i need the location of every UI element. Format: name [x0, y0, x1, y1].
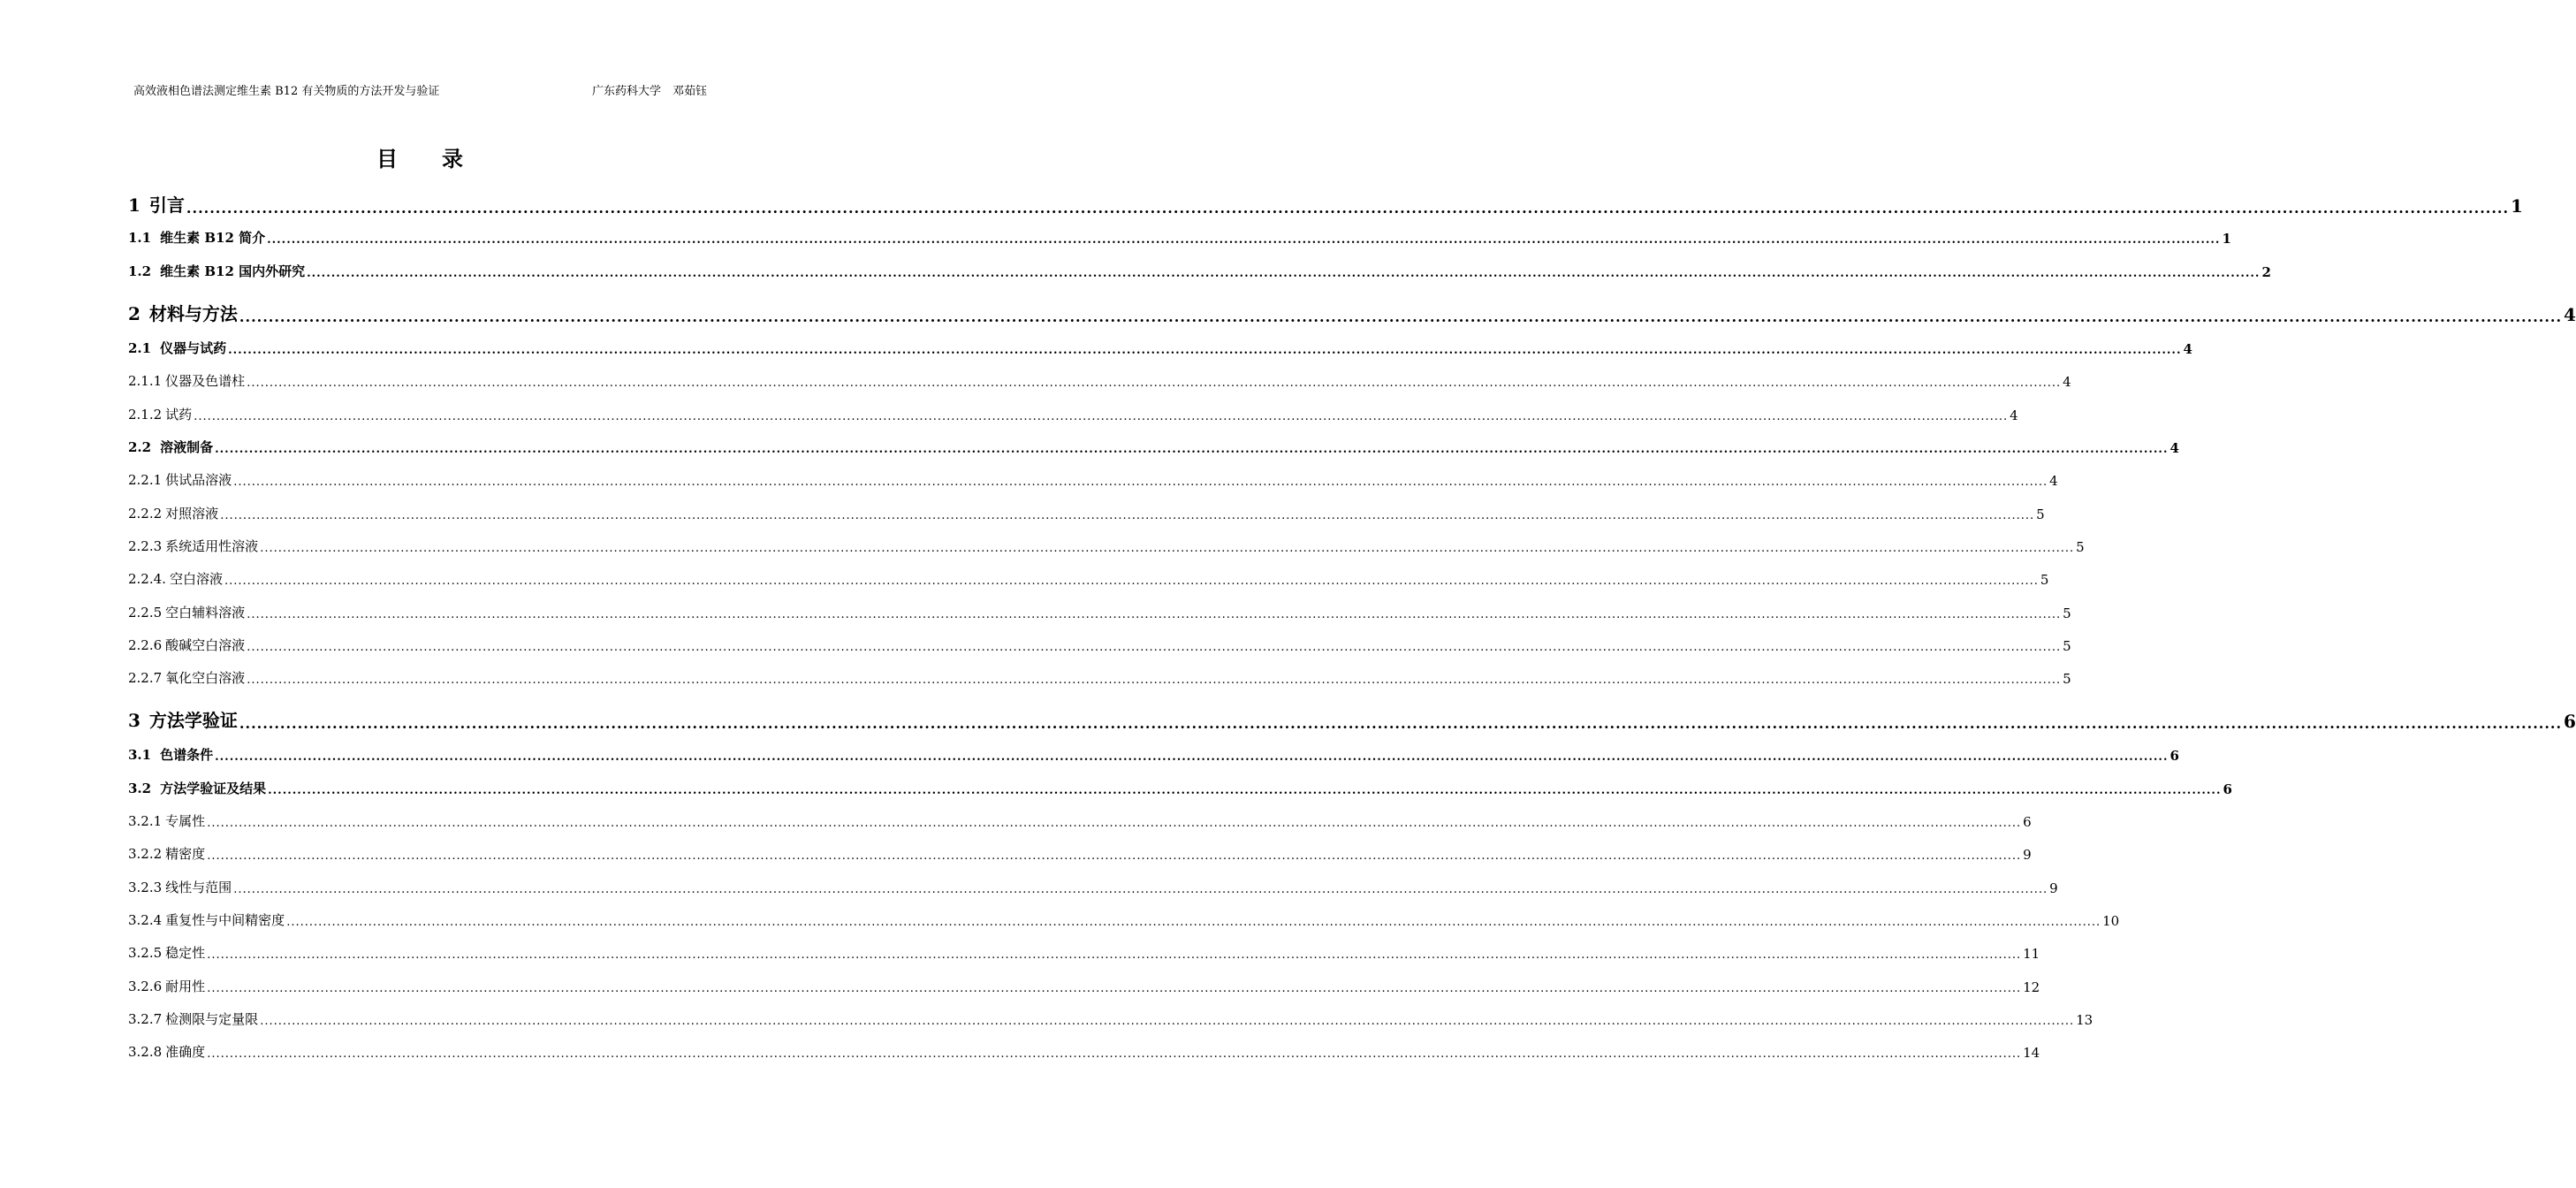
- header-thesis-title: 高效液相色谱法测定维生素 B12 有关物质的方法开发与验证: [133, 85, 440, 98]
- toc-entry[interactable]: [128, 569, 2049, 588]
- toc-entry-number: 2.2: [128, 439, 152, 455]
- toc-entry[interactable]: [128, 844, 2032, 863]
- toc-entry-label: [128, 504, 218, 522]
- toc-entry-number: 2.1.2: [128, 407, 163, 423]
- toc-leader-dots: ................................................................................................................................................................................................................................................................................................................................................................................................................: [194, 410, 2009, 423]
- toc-page-number: 11: [2023, 946, 2040, 962]
- toc-entry[interactable]: [128, 603, 2071, 621]
- toc-entry[interactable]: [128, 537, 2085, 555]
- toc-leader-dots: ................................................................................................................................................................................................................................................................................................................................................................................................................: [207, 817, 2022, 830]
- toc-entry-number: 2.2.3: [128, 538, 163, 554]
- toc-leader-dots: ................................................................................................................................................................................................................................................................................................................................................................................................................: [207, 1047, 2022, 1061]
- toc-leader-dots: ................................................................................................................................................................................................................................................................................................................................................................................................................: [286, 916, 2101, 929]
- toc-entry-number: 2.2.1: [128, 472, 163, 488]
- toc-entry[interactable]: [128, 943, 2040, 962]
- toc-entry-number: 2: [128, 303, 141, 324]
- toc-entry-label: [128, 706, 238, 732]
- toc-entry-label: [128, 438, 213, 456]
- toc-page-number: 6: [2169, 748, 2179, 764]
- toc-entry-label: [128, 878, 232, 896]
- toc-page-number: 13: [2076, 1012, 2093, 1028]
- toc-entry-text: 供试品溶液: [165, 472, 232, 488]
- toc-page-number: 5: [2036, 506, 2045, 522]
- toc-entry-label: [128, 636, 245, 654]
- toc-page-number: 4: [2010, 407, 2018, 423]
- toc-entry-number: 3.2.6: [128, 979, 163, 994]
- toc-entry-text: 精密度: [165, 846, 206, 862]
- toc-leader-dots: ................................................................................................................................................................................................................................................................................................................................................................................................................: [247, 674, 2062, 687]
- toc-entry-number: 1.2: [128, 263, 152, 279]
- toc-page-number: 2: [2261, 264, 2271, 280]
- toc-entry[interactable]: [128, 191, 2523, 217]
- toc-entry-text: 专属性: [165, 813, 206, 829]
- toc-page-number: 4: [2564, 304, 2576, 325]
- toc-page-number: 6: [2223, 781, 2232, 797]
- toc-entry-number: 2.2.4.: [128, 571, 166, 587]
- toc-entry-number: 1.1: [128, 230, 152, 246]
- toc-entry-text: 对照溶液: [165, 506, 219, 522]
- toc-page-number: 5: [2063, 671, 2071, 687]
- toc-page-number: 5: [2063, 605, 2071, 621]
- toc-entry-number: 2.2.6: [128, 637, 163, 653]
- toc-entry-label: [128, 537, 258, 555]
- toc-entry-number: 3.2.8: [128, 1044, 163, 1060]
- toc-entry[interactable]: [128, 745, 2179, 764]
- toc-entry-number: 3.2.2: [128, 846, 163, 862]
- toc-entry[interactable]: [128, 706, 2576, 732]
- toc-leader-dots: ................................................................................................................................................................................................................................................................................................................................................................................................................: [267, 233, 2221, 247]
- toc-leader-dots: ................................................................................................................................................................................................................................................................................................................................................................................................................: [215, 750, 2169, 764]
- toc-leader-dots: ................................................................................................................................................................................................................................................................................................................................................................................................................: [260, 1015, 2075, 1028]
- toc-entry[interactable]: [128, 668, 2071, 687]
- toc-page-number: 5: [2063, 638, 2071, 654]
- toc-entry-label: [128, 191, 185, 217]
- toc-leader-dots: ................................................................................................................................................................................................................................................................................................................................................................................................................: [247, 377, 2062, 390]
- toc-entry-label: [128, 668, 245, 687]
- toc-entry[interactable]: [128, 504, 2045, 522]
- toc-leader-dots: ................................................................................................................................................................................................................................................................................................................................................................................................................: [307, 267, 2261, 280]
- toc-page-number: 6: [2564, 711, 2576, 732]
- toc-entry-text: 色谱条件: [160, 747, 214, 763]
- toc-entry-number: 2.2.5: [128, 605, 163, 621]
- toc-leader-dots: ................................................................................................................................................................................................................................................................................................................................................................................................................: [247, 608, 2062, 621]
- toc-entry-label: [128, 405, 192, 423]
- toc-leader-dots: ................................................................................................................................................................................................................................................................................................................................................................................................................: [260, 542, 2075, 555]
- toc-entry-number: 3.2.1: [128, 813, 163, 829]
- toc-leader-dots: ................................................................................................................................................................................................................................................................................................................................................................................................................: [207, 948, 2022, 962]
- toc-entry-label: [128, 470, 232, 489]
- toc-entry-text: 维生素 B12 国内外研究: [160, 263, 306, 279]
- toc-entry-label: [128, 844, 205, 863]
- toc-entry-number: 3: [128, 710, 141, 731]
- toc-entry-text: 溶液制备: [160, 439, 214, 455]
- toc-entry-number: 3.2.5: [128, 945, 163, 961]
- toc-entry-number: 3.2: [128, 781, 152, 796]
- toc-page-number: 4: [2049, 473, 2058, 489]
- toc-entry[interactable]: [128, 910, 2120, 929]
- toc-entry-label: [128, 977, 205, 995]
- toc-entry-label: [128, 745, 213, 764]
- toc-entry-text: 材料与方法: [148, 303, 238, 324]
- toc-entry-label: [128, 603, 245, 621]
- toc-page-number: 12: [2023, 979, 2040, 995]
- toc-entry[interactable]: [128, 262, 2271, 280]
- toc-leader-dots: ................................................................................................................................................................................................................................................................................................................................................................................................................: [215, 443, 2169, 456]
- toc-leader-dots: ................................................................................................................................................................................................................................................................................................................................................................................................................: [247, 641, 2062, 654]
- toc-entry-text: 方法学验证: [148, 710, 238, 731]
- toc-entry[interactable]: [128, 339, 2192, 357]
- toc-page-number: 1: [2511, 195, 2523, 217]
- toc-entry[interactable]: [128, 811, 2032, 830]
- toc-entry-text: 空白辅料溶液: [165, 605, 246, 621]
- toc-entry[interactable]: [128, 878, 2058, 896]
- toc-page-number: 6: [2023, 814, 2032, 830]
- toc-entry-label: [128, 1042, 205, 1061]
- toc-entry-text: 线性与范围: [165, 880, 232, 895]
- toc-entry-text: 稳定性: [165, 945, 206, 961]
- toc-page-number: 4: [2169, 440, 2179, 456]
- running-header: [133, 81, 707, 98]
- toc-entry[interactable]: [128, 1009, 2093, 1028]
- toc-entry-text: 方法学验证及结果: [160, 781, 267, 796]
- toc-leader-dots: ................................................................................................................................................................................................................................................................................................................................................................................................................: [207, 982, 2022, 995]
- toc-entry-number: 3.2.4: [128, 912, 163, 928]
- toc-entry-text: 准确度: [165, 1044, 206, 1060]
- toc-entry-label: [128, 371, 245, 390]
- toc-entry-label: [128, 228, 265, 247]
- toc-entry[interactable]: [128, 405, 2018, 423]
- toc-page-number: 14: [2023, 1045, 2040, 1061]
- toc-entry-text: 空白溶液: [169, 571, 223, 587]
- toc-entry[interactable]: [128, 228, 2231, 247]
- toc-entry-text: 仪器与试药: [160, 340, 227, 356]
- toc-entry-number: 2.2.2: [128, 506, 163, 522]
- toc-leader-dots: ................................................................................................................................................................................................................................................................................................................................................................................................................: [207, 849, 2022, 863]
- toc-leader-dots: ................................................................................................................................................................................................................................................................................................................................................................................................................: [224, 575, 2039, 588]
- toc-entry-label: [128, 1009, 258, 1028]
- toc-page-number: 4: [2183, 341, 2192, 357]
- toc-entry[interactable]: [128, 371, 2071, 390]
- toc-entry[interactable]: [128, 470, 2058, 489]
- toc-page-number: 9: [2023, 847, 2032, 863]
- toc-entry-number: 3.1: [128, 747, 152, 763]
- toc-entry-text: 氧化空白溶液: [165, 670, 246, 686]
- toc-entry-text: 酸碱空白溶液: [165, 637, 246, 653]
- toc-leader-dots: ................................................................................................................................................................................................................................................................................................................................................................................................................: [228, 344, 2182, 357]
- toc-entry-number: 1: [128, 194, 141, 216]
- toc-leader-dots: ................................................................................................................................................................................................................................................................................................................................................................................................................: [233, 476, 2048, 489]
- toc-entry-text: 仪器及色谱柱: [165, 373, 246, 389]
- header-author: 广东药科大学 邓茹钰: [591, 85, 707, 98]
- toc-entry-text: 引言: [148, 194, 185, 216]
- toc-entry-text: 维生素 B12 简介: [160, 230, 266, 246]
- toc-entry-number: 2.1.1: [128, 373, 163, 389]
- toc-entry[interactable]: [128, 779, 2232, 797]
- toc-leader-dots: ................................................................................................................................................................................................................................................................................................................................................................................................................: [268, 784, 2222, 797]
- toc-entry-number: 3.2.7: [128, 1011, 163, 1027]
- toc-entry-text: 试药: [165, 407, 193, 423]
- toc-page-number: 5: [2040, 572, 2049, 588]
- toc-entry[interactable]: [128, 636, 2071, 654]
- toc-page-number: 10: [2102, 913, 2120, 929]
- toc-entry-number: 2.1: [128, 340, 152, 356]
- toc-entry-label: [128, 943, 205, 962]
- toc-page-number: 1: [2222, 231, 2231, 247]
- toc-entry-text: 重复性与中间精密度: [165, 912, 285, 928]
- toc-page-number: 9: [2049, 880, 2058, 896]
- toc-entry-label: [128, 811, 205, 830]
- toc-entry-text: 检测限与定量限: [165, 1011, 259, 1027]
- toc-page-number: 5: [2076, 539, 2085, 555]
- toc-entry-number: 2.2.7: [128, 670, 163, 686]
- toc-entry-label: [128, 262, 305, 280]
- toc-entry-text: 耐用性: [165, 979, 206, 994]
- toc-leader-dots: ................................................................................................................................................................................................................................................................................................................................................................................................................: [233, 883, 2048, 896]
- toc-leader-dots: ................................................................................................................................................................................................................................................................................................................................................................................................................: [220, 509, 2035, 522]
- toc-entry-label: [128, 339, 226, 357]
- toc-entry[interactable]: [128, 438, 2179, 456]
- toc-entry-text: 系统适用性溶液: [165, 538, 259, 554]
- toc-entry-label: [128, 910, 285, 929]
- toc-entry-label: [128, 569, 223, 588]
- toc-entry-label: [128, 300, 238, 325]
- toc-page-number: 4: [2063, 374, 2071, 390]
- toc-title: 目录: [376, 146, 507, 171]
- toc-leader-dots: ................................................................................................................................................................................................................................................................................................................................................................................................................: [186, 200, 2510, 217]
- toc-entry-number: 3.2.3: [128, 880, 163, 895]
- toc-entry[interactable]: [128, 977, 2040, 995]
- toc-entry[interactable]: [128, 300, 2576, 325]
- toc-leader-dots: ................................................................................................................................................................................................................................................................................................................................................................................................................: [239, 715, 2563, 732]
- toc-entry-label: [128, 779, 266, 797]
- toc-entry[interactable]: [128, 1042, 2040, 1061]
- toc-leader-dots: ................................................................................................................................................................................................................................................................................................................................................................................................................: [239, 308, 2563, 325]
